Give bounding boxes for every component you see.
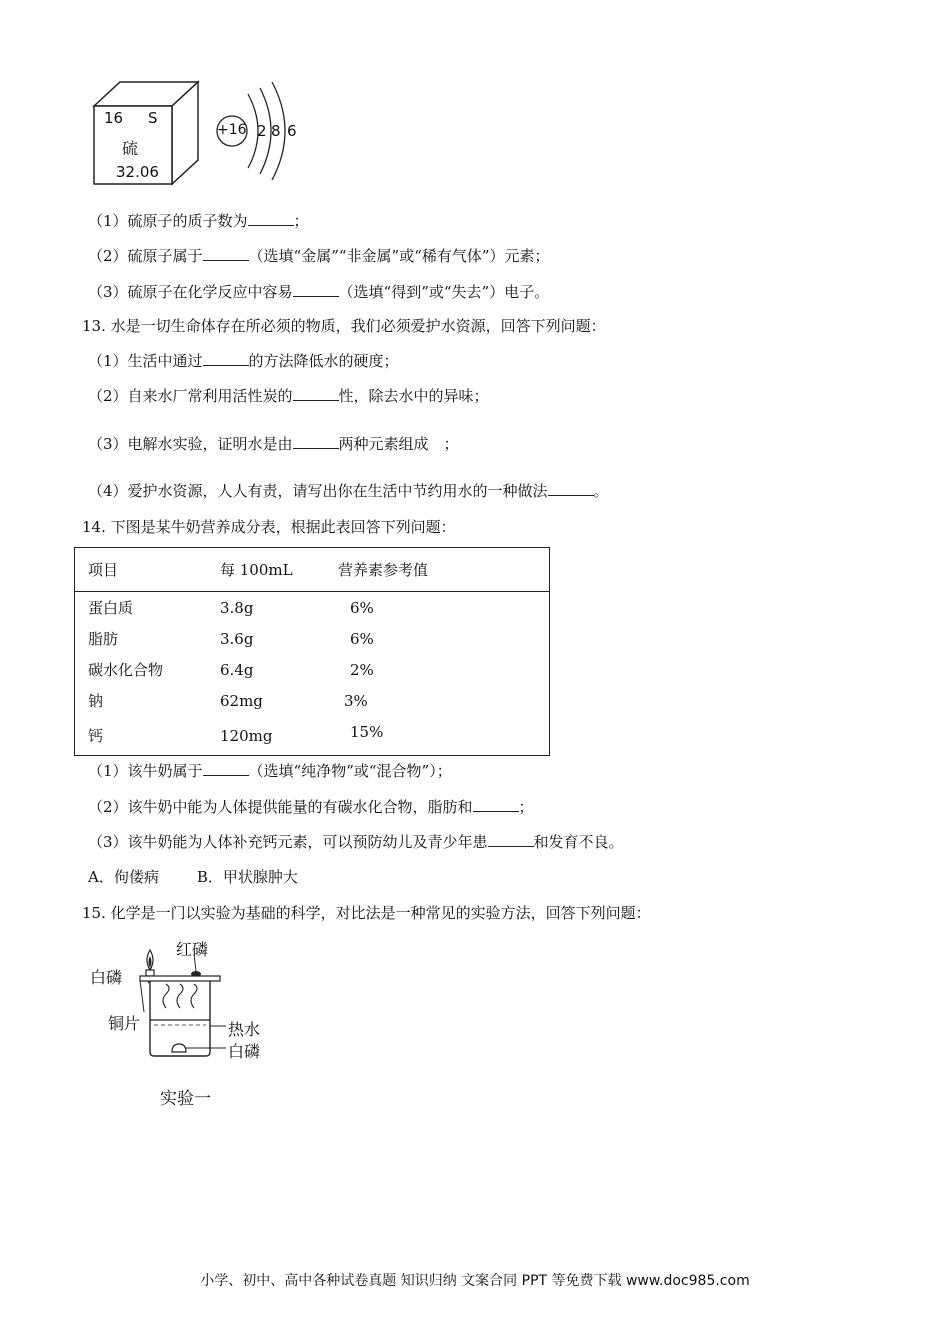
q12-item-2: （2）硫原子属于 （选填“金属”“非金属”或“稀有气体”）元素； bbox=[88, 247, 550, 265]
table-row: 钙 120mg 15% bbox=[88, 722, 384, 745]
element-name: 硫 bbox=[122, 139, 139, 158]
q14-item-3: （3）该牛奶能为人体补充钙元素，可以预防幼儿及青少年患 和发育不良。 bbox=[88, 833, 624, 851]
option-a: A．佝偻病 bbox=[88, 868, 159, 886]
answer-blank bbox=[293, 386, 339, 401]
q14-options bbox=[88, 867, 298, 887]
answer-blank bbox=[248, 211, 294, 226]
label-copper-sheet: 铜片 bbox=[108, 1014, 141, 1033]
element-symbol: S bbox=[148, 109, 158, 127]
header-nrv: 营养素参考值 bbox=[338, 548, 550, 592]
q13-item-2: （2）自来水厂常利用活性炭的 性，除去水中的异味； bbox=[88, 387, 489, 405]
shell-3-electrons: 6 bbox=[287, 122, 297, 140]
diagram-caption: 实验一 bbox=[160, 1089, 211, 1109]
q13-item-1: （1）生活中通过 的方法降低水的硬度； bbox=[88, 352, 399, 370]
q14-item-1: （1）该牛奶属于 （选填“纯净物”或“混合物”）； bbox=[88, 762, 452, 780]
answer-blank bbox=[488, 832, 534, 847]
q14-item-2: （2）该牛奶中能为人体提供能量的有碳水化合物，脂肪和 ； bbox=[88, 798, 534, 816]
answer-blank bbox=[203, 246, 249, 261]
option-b: B．甲状腺肿大 bbox=[196, 868, 298, 886]
q13-stem: 13. 水是一切生命体存在所必须的物质，我们必须爱护水资源，回答下列问题： bbox=[82, 317, 606, 335]
nucleus-charge: +16 bbox=[217, 122, 247, 138]
table-row: 脂肪 3.6g 6% bbox=[88, 629, 374, 648]
header-per-100ml: 每 100mL bbox=[220, 548, 338, 592]
header-item: 项目 bbox=[75, 548, 221, 592]
answer-blank bbox=[293, 282, 339, 297]
table-row: 碳水化合物 6.4g 2% bbox=[88, 660, 374, 679]
answer-blank bbox=[548, 481, 594, 496]
q15-stem: 15. 化学是一门以实验为基础的科学，对比法是一种常见的实验方法，回答下列问题： bbox=[82, 904, 651, 922]
label-hot-water: 热水 bbox=[228, 1020, 261, 1039]
table-row: 钠 62mg 3% bbox=[88, 691, 368, 710]
element-number: 16 bbox=[104, 109, 124, 127]
q12-item-3: （3）硫原子在化学反应中容易 （选填“得到”或“失去”）电子。 bbox=[88, 283, 550, 301]
q14-stem: 14. 下图是某牛奶营养成分表，根据此表回答下列问题： bbox=[82, 518, 456, 536]
label-red-phosphorus: 红磷 bbox=[176, 940, 209, 959]
answer-blank bbox=[203, 761, 249, 776]
answer-blank bbox=[203, 351, 249, 366]
answer-blank bbox=[473, 797, 519, 812]
q12-item-1: （1）硫原子的质子数为 ； bbox=[88, 212, 309, 230]
answer-blank bbox=[293, 434, 339, 449]
table-header-row bbox=[75, 548, 550, 592]
nutrition-table bbox=[74, 547, 550, 756]
label-white-phosphorus-top: 白磷 bbox=[90, 968, 123, 987]
label-white-phosphorus-bottom: 白磷 bbox=[228, 1042, 261, 1061]
table-row: 蛋白质 3.8g 6% bbox=[88, 598, 374, 617]
shell-2-electrons: 8 bbox=[271, 122, 281, 140]
element-mass: 32.06 bbox=[116, 163, 159, 181]
shell-1-electrons: 2 bbox=[257, 122, 267, 140]
q13-item-3: （3）电解水实验，证明水是由 两种元素组成 ； bbox=[88, 435, 459, 453]
q13-item-4: （4）爱护水资源，人人有责，请写出你在生活中节约用水的一种做法 。 bbox=[88, 482, 609, 500]
footer-text: 小学、初中、高中各种试卷真题 知识归纳 文案合同 PPT 等免费下载 www.doc985.com bbox=[200, 1273, 750, 1289]
